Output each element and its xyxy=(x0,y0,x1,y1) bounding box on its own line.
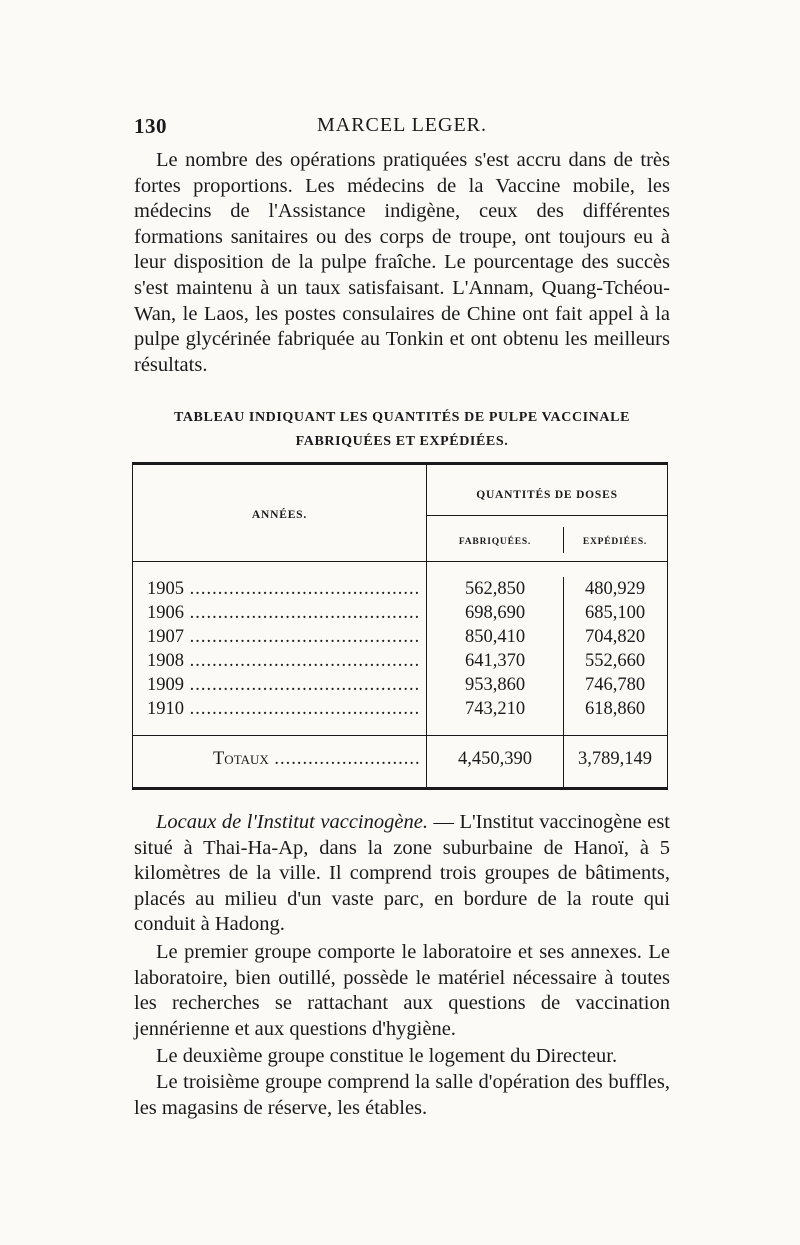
page-number: 130 xyxy=(134,114,167,138)
row-made: 698,690 xyxy=(464,603,526,623)
totals-row xyxy=(133,749,667,771)
row-made: 850,410 xyxy=(464,627,526,647)
paragraph-first-group: Le premier groupe comporte le laboratoire et ses annexes. Le laboratoire, bien outillé, possède le matériel nécessaire à toutes les recherches se rattachant aux questions de vaccination jennérienne et aux questions d'hygiène. xyxy=(134,941,670,1040)
table-row xyxy=(133,579,667,601)
column-divider xyxy=(426,465,427,787)
table-row xyxy=(133,627,667,649)
header-rule xyxy=(133,561,667,562)
paragraph-third-group: Le troisième groupe comprend la salle d'opération des buffles, les magasins de réserve, les étables. xyxy=(134,1071,670,1119)
header-quantities: QUANTITÉS DE DOSES xyxy=(476,489,618,501)
header-years: ANNÉES. xyxy=(251,509,308,521)
paragraph-locaux-body: — L'Institut vaccinogène est situé à Thai-Ha-Ap, dans la zone suburbaine de Hanoï, à 5 kilomètres de la ville. Il comprend trois groupes de bâtiments, placés au milieu d'un vaste parc, en bordure de la route qui conduit à Hadong. xyxy=(134,811,670,936)
row-sent: 704,820 xyxy=(584,627,646,647)
row-sent: 480,929 xyxy=(584,579,646,599)
row-made: 641,370 xyxy=(464,651,526,671)
paragraph-locaux-title: Locaux de l'Institut vaccinogène. xyxy=(156,811,428,833)
paragraph-locaux xyxy=(134,810,670,938)
row-year: 1908 ..... xyxy=(147,651,421,672)
totals-made: 4,450,390 xyxy=(458,749,532,769)
table-row xyxy=(133,675,667,697)
header-made: FABRIQUÉES. xyxy=(458,537,532,547)
row-year: 1909 ..... xyxy=(147,675,421,696)
totals-sent: 3,789,149 xyxy=(578,749,652,769)
row-year: 1906 ..... xyxy=(147,603,421,624)
row-year: 1907 ..... xyxy=(147,627,421,648)
table-row xyxy=(133,603,667,625)
row-sent: 618,860 xyxy=(584,699,646,719)
table-row xyxy=(133,651,667,673)
table-caption-line1: TABLEAU INDIQUANT LES QUANTITÉS DE PULPE VACCINALE xyxy=(173,410,631,425)
paragraph-second-group: Le deuxième groupe constitue le logement du Directeur. xyxy=(156,1045,618,1067)
running-head: MARCEL LEGER. xyxy=(316,114,488,136)
row-sent: 552,660 xyxy=(584,651,646,671)
table-caption-line2: FABRIQUÉES ET EXPÉDIÉES. xyxy=(295,434,509,449)
row-year: 1910 ..... xyxy=(147,699,421,720)
row-sent: 685,100 xyxy=(584,603,646,623)
totals-label: Totaux ..... xyxy=(213,749,421,770)
totals-rule xyxy=(133,735,667,736)
table-row xyxy=(133,699,667,721)
paragraph-operations: Le nombre des opérations pratiquées s'est accru dans de très fortes proportions. Les médecins de la Vaccine mobile, les médecins de l'Assistance indigène, ceux des différentes formations sanitaires ou des corps de troupe, ont toujours eu à leur disposition de la pulpe fraîche. Le pourcentage des succès s'est maintenu à un taux satisfaisant. L'Annam, Quang-Tchéou-Wan, le Laos, les postes consulaires de Chine ont fait appel à la pulpe glycérinée fabriquée au Tonkin et ont obtenu les meilleurs résultats. xyxy=(134,149,670,376)
row-made: 562,850 xyxy=(464,579,526,599)
row-made: 743,210 xyxy=(464,699,526,719)
header-sent: EXPÉDIÉES. xyxy=(582,537,648,547)
page-header xyxy=(134,114,670,142)
row-made: 953,860 xyxy=(464,675,526,695)
row-sent: 746,780 xyxy=(584,675,646,695)
vaccine-table xyxy=(132,462,668,790)
row-year: 1905 ..... xyxy=(147,579,421,600)
group-underline xyxy=(427,515,667,516)
